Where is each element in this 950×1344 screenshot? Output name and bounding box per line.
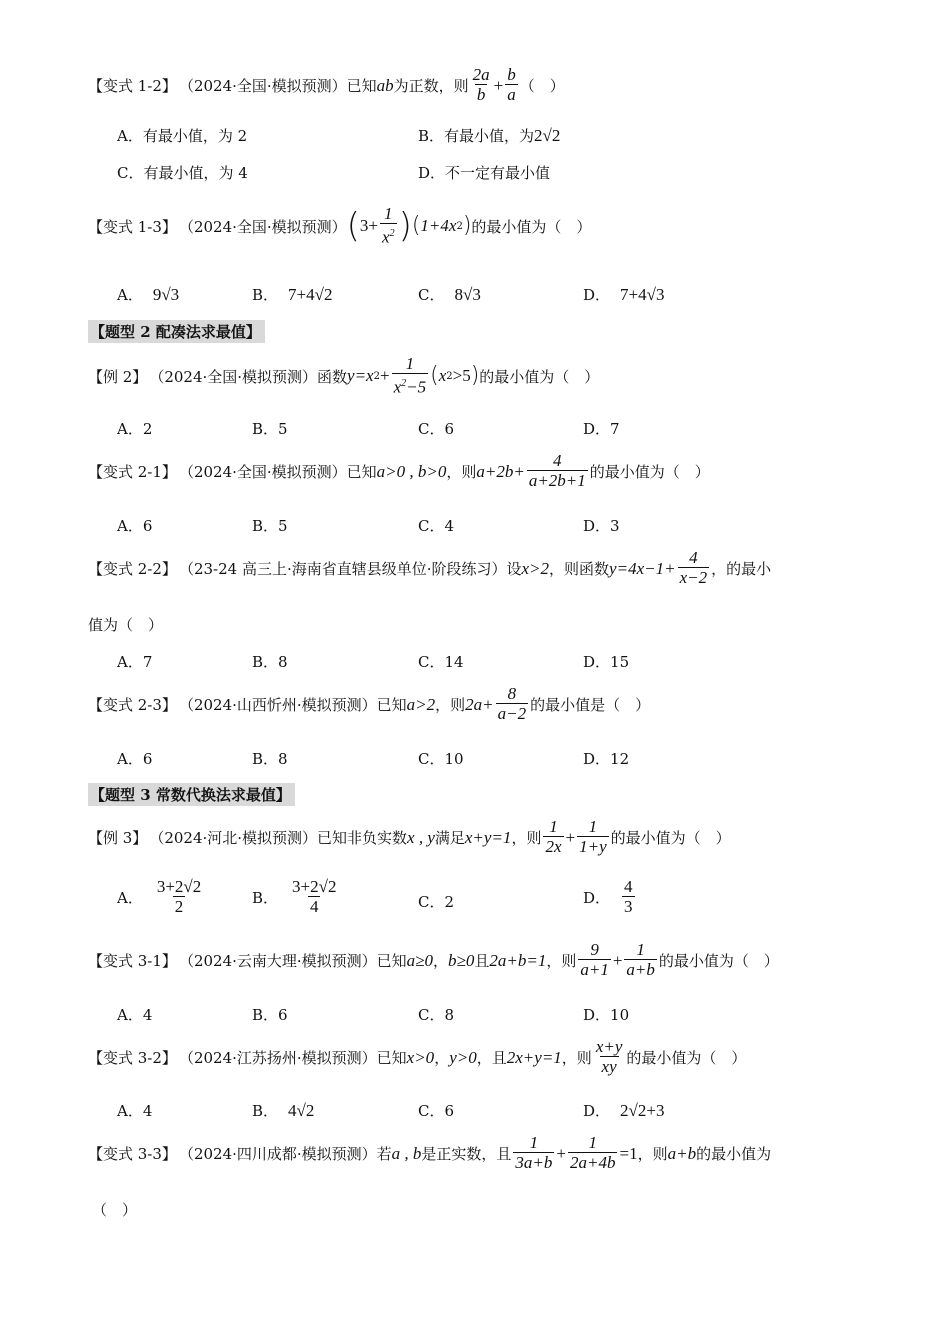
option-c[interactable]: C．6: [418, 420, 455, 438]
option-c[interactable]: C．2: [418, 893, 455, 911]
option-b[interactable]: B． 7+4√2: [252, 284, 333, 304]
question-source: （2024·全国·模拟预测）已知: [178, 77, 377, 95]
option-a[interactable]: A． 9√3: [117, 284, 180, 304]
option-a[interactable]: A．6: [117, 750, 153, 768]
question-1-3: 【变式 1-3】 （2024·全国·模拟预测） ( 3+ $\frac{1}{x^2}$ ) ( 1+4x 2 ) 的最小值为（ ）: [88, 204, 592, 247]
option-c[interactable]: C．10: [418, 750, 464, 768]
example-2: 【例 2】 （2024·全国·模拟预测）函数 y=x 2 + $\frac{1}{x^2-5}$ ( x 2 >5 ) 的最小值为（ ）: [88, 354, 600, 397]
math: ab: [376, 75, 394, 95]
fraction: $\frac{2a}{b}$: [472, 65, 490, 104]
question-text: 值为（ ）: [88, 616, 164, 634]
question-tag: 【变式 1-2】: [88, 77, 177, 95]
option-b[interactable]: B．5: [252, 517, 288, 535]
option-b[interactable]: B． $\frac{3+2√2}{4}$: [252, 877, 337, 916]
option-b[interactable]: B．8: [252, 750, 288, 768]
option-d[interactable]: D．12: [583, 750, 630, 768]
option-a[interactable]: A．有最小值，为 2: [117, 127, 248, 145]
question-3-2: 【变式 3-2】 （2024·江苏扬州·模拟预测）已知 x>0 ， y>0 ，且 2x+y=1 ，则 $\frac{x+y}{xy}$ 的最小值为（ ）: [88, 1037, 747, 1076]
question-2-1: 【变式 2-1】 （2024·全国·模拟预测）已知 a>0 , b>0 ，则 a+2b+ $\frac{4}{a+2b+1}$ 的最小值为（ ）: [88, 451, 710, 490]
option-d[interactable]: D．10: [583, 1006, 630, 1024]
option-d[interactable]: D． 7+4√3: [583, 284, 665, 304]
option-d[interactable]: D．7: [583, 420, 620, 438]
option-b[interactable]: B． 4√2: [252, 1100, 315, 1120]
question-2-2: 【变式 2-2】 （23-24 高三上·海南省直辖县级单位·阶段练习）设 x>2 ，则函数 y=4x−1+ $\frac{4}{x-2}$ ，的最小: [88, 548, 772, 587]
option-c[interactable]: C． 8√3: [418, 284, 481, 304]
option-c[interactable]: C．4: [418, 517, 455, 535]
option-d[interactable]: D． $\frac{4}{3}$: [583, 877, 633, 916]
question-3-3: 【变式 3-3】 （2024·四川成都·模拟预测）若 a , b 是正实数，且 $\frac{1}{3a+b}$ + $\frac{1}{2a+4b}$ =1 ，则 a+b 的最小值为: [88, 1133, 772, 1172]
option-c[interactable]: C．6: [418, 1102, 455, 1120]
option-b[interactable]: B．8: [252, 653, 288, 671]
option-a[interactable]: A．7: [117, 653, 153, 671]
option-a[interactable]: A．4: [117, 1102, 153, 1120]
option-d[interactable]: D．不一定有最小值: [418, 164, 551, 182]
option-c[interactable]: C．有最小值，为 4: [117, 164, 248, 182]
section-heading: 【题型 3 常数代换法求最值】: [88, 783, 295, 806]
option-b[interactable]: B．有最小值，为 2√2: [418, 125, 561, 145]
option-c[interactable]: C．8: [418, 1006, 455, 1024]
option-d[interactable]: D．3: [583, 517, 620, 535]
option-a[interactable]: A． $\frac{3+2√2}{2}$: [117, 877, 202, 916]
question-text: 为正数，则: [393, 77, 469, 95]
option-c[interactable]: C．14: [418, 653, 464, 671]
option-b[interactable]: B．6: [252, 1006, 288, 1024]
answer-blank: （ ）: [92, 1201, 138, 1219]
question-1-2: 【变式 1-2】 （2024·全国·模拟预测）已知 ab 为正数，则 $\frac{2a}{b}$ + $\frac{b}{a}$ （ ）: [88, 65, 565, 104]
option-b[interactable]: B．5: [252, 420, 288, 438]
option-d[interactable]: D．15: [583, 653, 630, 671]
option-a[interactable]: A．6: [117, 517, 153, 535]
question-2-3: 【变式 2-3】 （2024·山西忻州·模拟预测）已知 a>2 ，则 2a+ $\frac{8}{a-2}$ 的最小值是（ ）: [88, 684, 651, 723]
example-3: 【例 3】 （2024·河北·模拟预测）已知非负实数 x , y 满足 x+y=1 ，则 $\frac{1}{2x}$ + $\frac{1}{1+y}$ 的最小值为（ ）: [88, 817, 731, 856]
question-3-1: 【变式 3-1】 （2024·云南大理·模拟预测）已知 a≥0 ， b≥0 且 2a+b=1 ，则 $\frac{9}{a+1}$ + $\frac{1}{a+b}$ 的最小值为（ ）: [88, 940, 779, 979]
option-a[interactable]: A．4: [117, 1006, 153, 1024]
section-heading: 【题型 2 配凑法求最值】: [88, 320, 265, 343]
option-d[interactable]: D． 2√2+3: [583, 1100, 665, 1120]
option-a[interactable]: A．2: [117, 420, 153, 438]
fraction: $\frac{b}{a}$: [507, 65, 516, 104]
